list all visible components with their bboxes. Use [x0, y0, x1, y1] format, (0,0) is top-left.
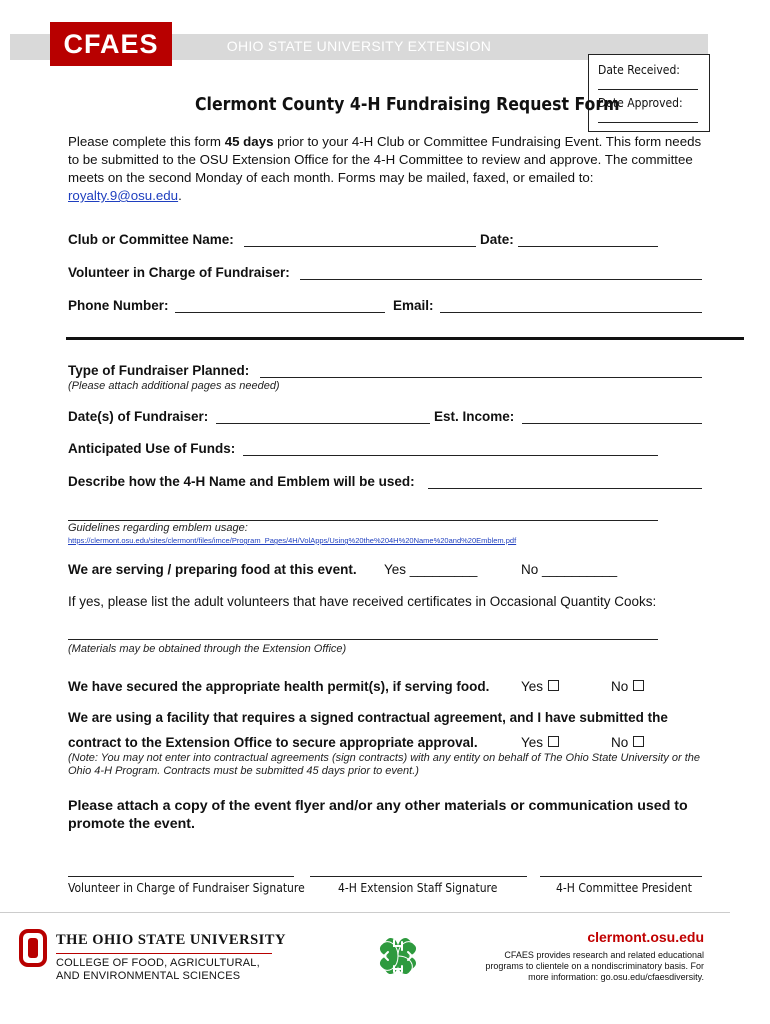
volunteer-signature-label: Volunteer in Charge of Fundraiser Signature — [68, 881, 305, 895]
volunteer-field[interactable] — [300, 279, 702, 280]
block-o-logo — [18, 928, 48, 968]
income-field[interactable] — [522, 423, 702, 424]
email-field[interactable] — [440, 312, 702, 313]
permit-yes-label: Yes — [521, 679, 544, 694]
permit-no-option[interactable] — [611, 679, 644, 694]
food-label: We are serving / preparing food at this event. — [68, 562, 357, 577]
income-label: Est. Income: — [434, 409, 515, 424]
staff-signature-label: 4-H Extension Staff Signature — [338, 881, 498, 895]
intro-end: . — [178, 188, 182, 203]
club-field[interactable] — [244, 246, 476, 247]
footer-divider — [0, 912, 730, 913]
cooks-note: (Materials may be obtained through the Extension Office) — [68, 643, 347, 655]
facility-note: (Note: You may not enter into contractual agreements (sign contracts) with any entity on behalf of The Ohio State University or the Ohio 4-H Program. Contracts must be submitted 45 days prior to event.) — [68, 752, 701, 777]
funds-label: Anticipated Use of Funds: — [68, 441, 236, 456]
date-received-label: Date Received: — [598, 63, 680, 77]
attach-instruction: Please attach a copy of the event flyer and/or any other materials or communication used to promote the event. — [68, 798, 688, 832]
permit-yes-option[interactable] — [521, 679, 559, 694]
email-label: Email: — [393, 298, 434, 313]
type-note: (Please attach additional pages as needed) — [68, 380, 280, 392]
facility-no-checkbox[interactable] — [633, 736, 644, 747]
intro-text: Please complete this form — [68, 134, 225, 149]
facility-no-option[interactable] — [611, 735, 644, 750]
facility-no-label: No — [611, 735, 629, 750]
website-link[interactable]: clermont.osu.edu — [587, 929, 704, 945]
college-line-1: COLLEGE OF FOOD, AGRICULTURAL, — [56, 957, 260, 969]
banner-text: OHIO STATE UNIVERSITY EXTENSION — [226, 38, 492, 54]
date-field[interactable] — [518, 246, 658, 247]
nondiscrimination-statement: CFAES provides research and related educational programs to clientele on a nondiscriminatory basis. For more information: go.osu.edu/cfaesdiversity. — [485, 950, 704, 982]
facility-line-2: contract to the Extension Office to secure appropriate approval. — [68, 735, 478, 750]
facility-yes-label: Yes — [521, 735, 544, 750]
osu-rule — [56, 953, 272, 954]
guidelines-note: Guidelines regarding emblem usage: — [68, 522, 248, 534]
cfaes-logo: CFAES — [50, 22, 172, 66]
permit-no-label: No — [611, 679, 629, 694]
dates-label: Date(s) of Fundraiser: — [68, 409, 209, 424]
facility-yes-checkbox[interactable] — [548, 736, 559, 747]
guidelines-link[interactable]: https://clermont.osu.edu/sites/clermont/files/imce/Program_Pages/4H/VolApps/Using%20the%204H%20Name%20and%20Emblem.pdf — [68, 536, 517, 545]
college-line-2: AND ENVIRONMENTAL SCIENCES — [56, 970, 241, 982]
permit-label: We have secured the appropriate health permit(s), if serving food. — [68, 679, 490, 694]
president-signature-label: 4-H Committee President — [556, 881, 692, 895]
four-h-clover-icon — [372, 932, 424, 982]
email-link[interactable]: royalty.9@osu.edu — [68, 188, 179, 203]
intro-text-2: prior to your 4-H Club or Committee Fundraising Event. This form needs to be submitted to the OSU Extension Office for the 4-H Committee to review and approve. The committee meets on the second Monday of each month. Forms may be mailed, faxed, or emailed to: — [68, 134, 702, 185]
facility-line-1: We are using a facility that requires a signed contractual agreement, and I have submitted the — [68, 710, 668, 725]
type-field[interactable] — [260, 377, 702, 378]
cooks-text: If yes, please list the adult volunteers that have received certificates in Occasional Quantity Cooks: — [68, 594, 657, 609]
office-use-box — [588, 54, 710, 132]
emblem-field-2[interactable] — [68, 520, 658, 521]
type-label: Type of Fundraiser Planned: — [68, 363, 250, 378]
emblem-field[interactable] — [428, 488, 702, 489]
osu-wordmark: THE OHIO STATE UNIVERSITY — [56, 932, 286, 948]
date-received-line — [598, 89, 698, 90]
emblem-label: Describe how the 4-H Name and Emblem will be used: — [68, 474, 415, 489]
volunteer-signature-line[interactable] — [68, 876, 294, 877]
food-no-field[interactable]: No __________ — [521, 562, 618, 577]
intro-paragraph — [68, 133, 708, 205]
phone-field[interactable] — [175, 312, 385, 313]
volunteer-label: Volunteer in Charge of Fundraiser: — [68, 265, 290, 280]
date-approved-label: Date Approved: — [598, 96, 683, 110]
staff-signature-line[interactable] — [310, 876, 527, 877]
president-signature-line[interactable] — [540, 876, 702, 877]
cooks-field[interactable] — [68, 639, 658, 640]
form-title: Clermont County 4-H Fundraising Request Form — [195, 95, 620, 115]
facility-yes-option[interactable] — [521, 735, 559, 750]
permit-no-checkbox[interactable] — [633, 680, 644, 691]
funds-field[interactable] — [243, 455, 658, 456]
date-label: Date: — [480, 232, 514, 247]
intro-deadline: 45 days — [224, 134, 274, 149]
college-name — [56, 957, 260, 983]
food-yes-field[interactable]: Yes _________ — [384, 562, 478, 577]
dates-field[interactable] — [216, 423, 430, 424]
date-approved-line — [598, 122, 698, 123]
phone-label: Phone Number: — [68, 298, 169, 313]
section-divider — [66, 337, 744, 340]
club-label: Club or Committee Name: — [68, 232, 234, 247]
permit-yes-checkbox[interactable] — [548, 680, 559, 691]
